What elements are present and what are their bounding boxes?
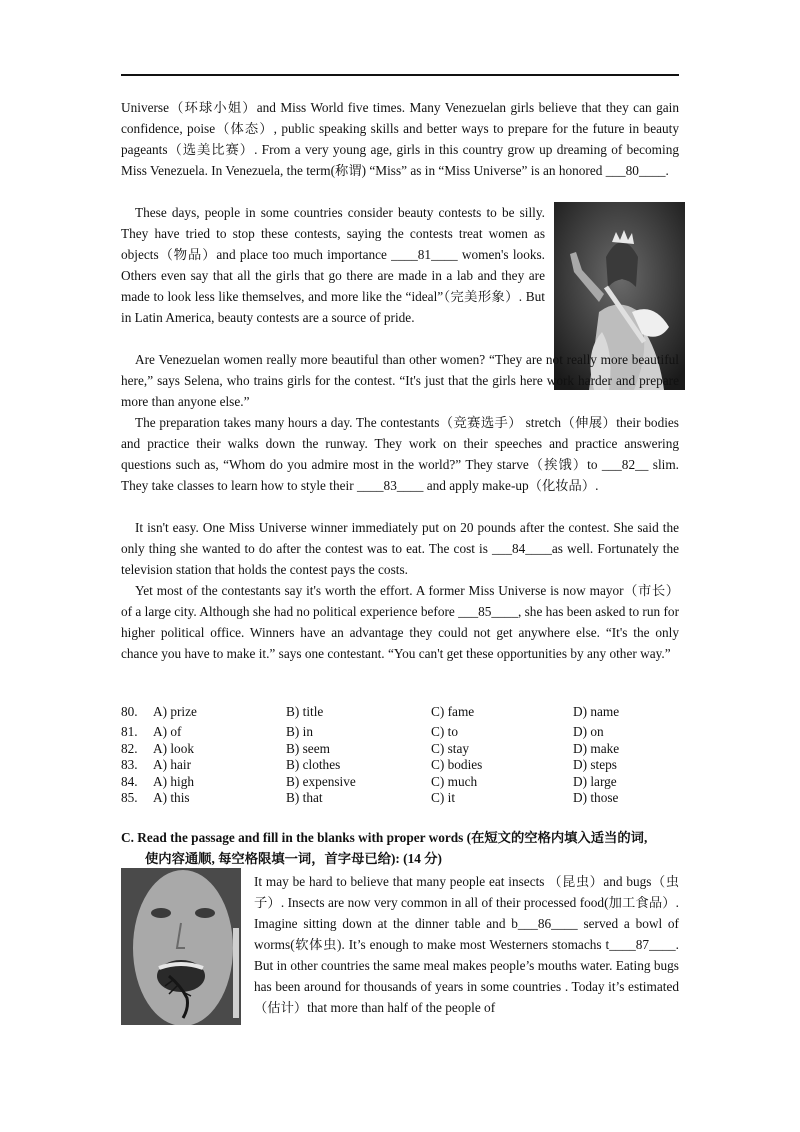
option-number: 82. [121, 740, 138, 756]
option-c: C) to [431, 724, 458, 739]
option-b: B) that [286, 790, 323, 805]
header-rule [121, 74, 679, 76]
option-a: A) look [153, 740, 194, 756]
option-d: D) make [573, 740, 620, 756]
insect-eating-photo [121, 868, 241, 1025]
paragraph-3 [121, 349, 679, 412]
option-number: 85. [121, 790, 138, 805]
option-row-80 [121, 704, 681, 724]
option-d: D) those [573, 790, 619, 805]
paragraph-6: Yet most of the contestants say it's worth the effort. A former Miss Universe is now mayor（市长）of a large city. Although she had no political experience before ___85____, she has been asked to run for higher political office. Winners have an advantage they could not get anywhere else. “It's the only chance you have to make it.” says one contestant. “You can't get these opportunities by any other way.” [121, 583, 679, 661]
section-c-heading [121, 827, 691, 869]
option-number: 81. [121, 724, 138, 739]
option-d: D) large [573, 773, 617, 789]
option-b: B) seem [286, 740, 330, 756]
section-c-heading-line-1: C. Read the passage and fill in the blanks with proper words (在短文的空格内填入适当的词, [121, 830, 648, 845]
option-row-85 [121, 790, 681, 807]
paragraph-3-text: Are Venezuelan women really more beautiful than other women? “They are not really more beautiful here,” says Selena, who trains girls for the contest. “It's just that the girls here work harder and prepare more than anyone else.” [121, 352, 679, 409]
option-c: C) bodies [431, 757, 483, 772]
option-b: B) in [286, 724, 313, 739]
option-a: A) prize [153, 704, 197, 719]
option-a: A) hair [153, 757, 192, 772]
option-d: D) name [573, 704, 620, 719]
option-b: B) clothes [286, 757, 341, 772]
option-row-83 [121, 757, 681, 774]
paragraph-1: Universe（环球小姐）and Miss World five times. Many Venezuelan girls believe that they can gain confidence, poise（体态）, public speaking skills and better ways to prepare for the future in beauty pageants（选美比赛）. From a very young age, girls in this country grow up dreaming of becoming Miss Venezuela. In Venezuela, the term(称谓) “Miss” as in “Miss Universe” is an honored ___80____. [121, 100, 679, 178]
option-b: B) expensive [286, 773, 356, 789]
option-a: A) of [153, 724, 182, 739]
option-a: A) high [153, 773, 194, 789]
paragraph-5: It isn't easy. One Miss Universe winner immediately put on 20 pounds after the contest. She said the only thing she wanted to do after the contest was to eat. The cost is ___84____as well. Fortunately the television station that holds the contest pays the costs. [121, 520, 679, 577]
section-c-passage: It may be hard to believe that many people eat insects （昆虫）and bugs（虫子）. Insects are now very common in all of their processed food(加工食品）. Imagine sitting down at the dinner table and b___86____ served a bowl of worms(软体虫). It’s enough to make most Westerners stomachs t____87____. But in other countries the same meal makes people’s mouths water. Eating bugs has been around for thousands of years in some countries . Today it’s estimated（估计）that more than half of the people of [254, 874, 679, 1015]
paragraph-2: These days, people in some countries consider beauty contests to be silly. They have tried to stop these contests, saying the contests treat women as objects（物品）and place too much importance ____81____ women's looks. Others even say that all the girls that go there are made in a lab and they are made to look less like themselves, and more like the “ideal”（完美形象）. But in Latin America, beauty contests are a source of pride. [121, 205, 545, 325]
option-row-84 [121, 774, 681, 791]
option-row-82 [121, 741, 681, 758]
option-number: 83. [121, 757, 138, 772]
option-number: 84. [121, 773, 138, 789]
option-d: D) on [573, 724, 604, 739]
option-b: B) title [286, 704, 324, 719]
option-d: D) steps [573, 757, 617, 772]
option-c: C) stay [431, 740, 470, 756]
option-c: C) it [431, 790, 456, 805]
option-row-81 [121, 724, 681, 741]
section-c-heading-line-2: 使内容通顺, 每空格限填一词，首字母已给): (14 分) [145, 851, 442, 866]
paragraph-4: The preparation takes many hours a day. The contestants（竞赛选手） stretch（伸展）their bodies and practice their walks down the runway. They work on their speeches and practice answering questions such as, “Whom do you admire most in the world?” They starve（挨饿）to ___82__ slim. They take classes to learn how to style their ____83____ and apply make-up（化妆品）. [121, 415, 679, 493]
option-c: C) much [431, 773, 478, 789]
options-table [121, 704, 681, 807]
option-c: C) fame [431, 704, 475, 719]
option-a: A) this [153, 790, 190, 805]
option-number: 80. [121, 704, 138, 719]
